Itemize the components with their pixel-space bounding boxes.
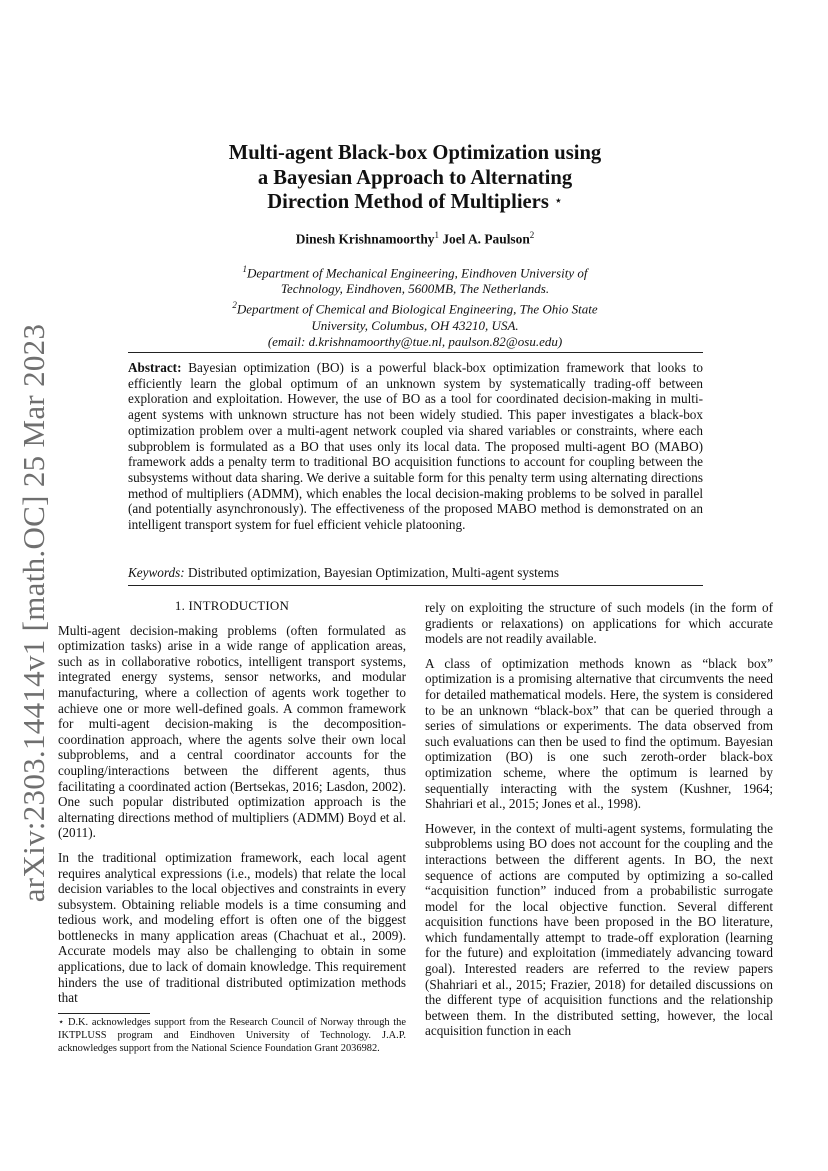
right-column <box>425 600 773 1048</box>
footnote-mark: ⋆ <box>58 1017 65 1028</box>
footnote-rule <box>58 1013 150 1014</box>
affiliation-sup-1: 1 <box>242 264 248 274</box>
abstract-block <box>128 360 703 533</box>
author-list <box>150 230 680 247</box>
footnote-text: D.K. acknowledges support from the Research Council of Norway through the IKTPLUSS program and Eindhoven University of Technology. J.A.P. acknowledges support from the National Science Foundation Grant 2036982. <box>58 1017 406 1055</box>
title-line-1: Multi-agent Black-box Optimization using <box>228 142 602 164</box>
title-line-3-text: Direction Method of Multipliers <box>267 191 549 213</box>
keywords-label: Keywords: <box>128 565 185 580</box>
section-heading-introduction: 1. INTRODUCTION <box>174 598 290 613</box>
intro-paragraph-3: rely on exploiting the structure of such models (in the form of gradients or relaxations) on applications for which accurate models are not readily available. <box>425 600 773 647</box>
affiliation-line-2: Technology, Eindhoven, 5600MB, The Netherlands. <box>280 281 550 297</box>
keywords-text: Distributed optimization, Bayesian Optimization, Multi-agent systems <box>187 565 559 580</box>
intro-paragraph-4: A class of optimization methods known as “black box” optimization is a promising alternative that circumvents the need for detailed mathematical models. Here, the system is considered to be an unknown “black-box” that can be queried through a series of simulations or experiments. The data observed from such evaluations can then be used to find the optimum. Bayesian optimization (BO) is one such zeroth-order black-box optimization scheme, where the optimum is learned by sequentially interacting with the system (Kushner, 1964; Shahriari et al., 2015; Jones et al., 1998). <box>425 655 773 812</box>
affiliation-line-4: University, Columbus, OH 43210, USA. <box>311 317 519 333</box>
author-name-1: Dinesh Krishnamoorthy <box>295 231 435 247</box>
left-column <box>58 598 406 1015</box>
affiliation-line-3 <box>150 297 680 317</box>
footnote <box>58 1016 406 1056</box>
affiliation-text-1: Department of Mechanical Engineering, Eindhoven University of <box>247 265 588 281</box>
arxiv-identifier: arXiv:2303.14414v1 [math.OC] 25 Mar 2023 <box>16 323 51 902</box>
title-line-2: a Bayesian Approach to Alternating <box>257 166 573 189</box>
author-affil-sup-1: 1 <box>434 230 439 240</box>
abstract-top-rule <box>128 352 703 353</box>
keywords-block <box>128 565 703 581</box>
title-line-3 <box>150 190 680 215</box>
affiliation-sup-2: 2 <box>232 300 237 311</box>
keywords-bottom-rule <box>128 585 703 586</box>
author-name-2: Joel A. Paulson <box>442 231 530 247</box>
affiliation-text-3: Department of Chemical and Biological Engineering, The Ohio State <box>236 301 598 317</box>
abstract-text: Bayesian optimization (BO) is a powerful black-box optimization framework that looks to efficiently learn the global optimum of an unknown system by systematically trading-off between exploration and exploitation. However, the use of BO as a tool for coordinated decision-making in multi-agent systems with unknown structure has not been widely studied. This paper investigates a black-box optimization problem over a multi-agent network coupled via shared variables or constraints, where each subproblem is formulated as a BO that uses only its local data. The proposed multi-agent BO (MABO) framework adds a penalty term to traditional BO acquisition functions to account for coupling between the subsystems without data sharing. We derive a suitable form for this penalty term using alternating directions method of multipliers (ADMM), which enables the local decision-making problems to be solved in parallel (and potentially asynchronously). The effectiveness of the proposed MABO method is demonstrated on an intelligent transport system for fuel efficient vehicle platooning. <box>128 360 703 533</box>
title-footnote-mark: ⋆ <box>554 194 563 209</box>
affiliation-line-1 <box>150 261 680 281</box>
intro-paragraph-5: However, in the context of multi-agent systems, formulating the subproblems using BO does not account for the coupling and the interactions between the different agents. In BO, the next sequence of actions are computed by optimizing a so-called “acquisition function” induced from a probabilistic surrogate model for the local objective function. Several different acquisition functions have been proposed in the BO literature, which fundamentally attempt to trade-off exploration (learning for the future) and exploitation (immediately advancing toward goal). Interested readers are referred to the review papers (Shahriari et al., 2015; Frazier, 2018) for detailed discussions on the different type of acquisition functions and the relationship between them. In the distributed setting, however, the local acquisition function in each <box>425 820 773 1039</box>
abstract-label: Abstract: <box>128 360 182 375</box>
contact-emails: (email: d.krishnamoorthy@tue.nl, paulson.82@osu.edu) <box>267 333 563 349</box>
paper-title <box>150 141 680 215</box>
intro-paragraph-2: In the traditional optimization framework, each local agent requires analytical expressions (i.e., models) that relate the local decision variables to the local objectives and constraints in every subsystem. Obtaining reliable models is a time consuming and tedious work, and modeling effort is often one of the biggest bottlenecks in many application areas (Chachuat et al., 2009). Accurate models may also be challenging to obtain in some applications, due to lack of domain knowledge. This requirement hinders the use of traditional distributed optimization methods that <box>58 849 406 1006</box>
arxiv-side-stamp <box>14 323 54 902</box>
author-affil-sup-2: 2 <box>529 230 535 240</box>
affiliations <box>150 261 680 350</box>
intro-paragraph-1: Multi-agent decision-making problems (often formulated as optimization tasks) arise in a wide range of application areas, such as in collaborative robotics, intelligent transport systems, integrated energy systems, sensor networks, and modular manufacturing, where a collection of agents work together to achieve one or more well-defined goals. A common framework for multi-agent decision-making is the decomposition-coordination approach, where the agents solve their own local subproblems, and a central coordinator accounts for the coupling/interactions between the different agents, thus facilitating a coordinated action (Bertsekas, 2016; Lasdon, 2002). One such popular distributed optimization approach is the alternating directions method of multipliers (ADMM) Boyd et al. (2011). <box>58 622 406 841</box>
